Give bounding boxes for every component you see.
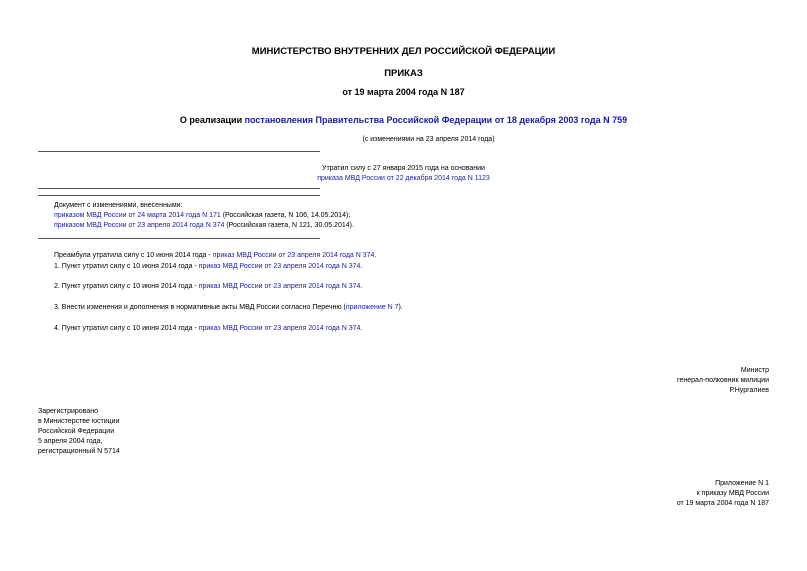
preamble-text: Преамбула утратила силу с 10 июня 2014 года - [54, 252, 213, 259]
registration-block [38, 407, 338, 457]
divider [38, 238, 320, 239]
paragraph-3 [54, 303, 774, 313]
doc-date: от 19 марта 2004 года N 187 [342, 87, 465, 97]
paragraph-1 [54, 262, 774, 272]
signature-name: Р.Нургалиев [729, 387, 769, 394]
divider [38, 188, 320, 189]
change-suffix: (Российская газета, N 121, 30.05.2014). [224, 222, 354, 229]
paragraph-text: 4. Пункт утратил силу с 10 июня 2014 года - [54, 325, 199, 332]
ministry-heading: МИНИСТЕРСТВО ВНУТРЕННИХ ДЕЛ РОССИЙСКОЙ ФЕДЕРАЦИИ [251, 46, 556, 57]
paragraph-text: 3. Внести изменения и дополнения в нормативные акты МВД России согласно Перечню ( [54, 304, 346, 311]
registration-line: в Министерстве юстиции [38, 418, 120, 425]
doc-title [0, 115, 807, 125]
preamble-end: . [374, 252, 377, 259]
change-link[interactable]: приказом МВД России от 24 марта 2014 года N 171 [54, 212, 221, 219]
registration-line: Российской Федерации [38, 428, 115, 435]
paragraph-2 [54, 282, 774, 292]
change-suffix: (Российская газета, N 106, 14.05.2014); [220, 212, 351, 219]
appendix-block [469, 479, 769, 509]
appendix-ref: к приказу МВД России [696, 490, 769, 497]
registration-line: Зарегистрировано [38, 408, 98, 415]
registration-line: регистрационный N 5714 [38, 448, 120, 455]
signature-block [469, 366, 769, 396]
change-item [54, 211, 754, 221]
expired-link[interactable]: приказа МВД России от 22 декабря 2014 года N 1123 [317, 175, 490, 182]
paragraph-end: . [360, 283, 363, 290]
registration-line: 5 апреля 2004 года, [38, 438, 103, 445]
appendix-number: Приложение N 1 [715, 480, 769, 487]
signature-title: Министр [740, 367, 769, 374]
appendix-7-link[interactable]: приложение N 7 [345, 304, 399, 311]
expired-note [0, 164, 807, 184]
amend-note: (с изменениями на 23 апреля 2014 года) [362, 136, 495, 143]
appendix-date: от 19 марта 2004 года N 187 [676, 500, 769, 507]
preamble-link[interactable]: приказ МВД России от 23 апреля 2014 года N 374 [212, 252, 375, 259]
paragraph-4 [54, 324, 774, 334]
changes-block [54, 201, 754, 231]
paragraph-text: 2. Пункт утратил силу с 10 июня 2014 года - [54, 283, 199, 290]
paragraph-text: 1. Пункт утратил силу с 10 июня 2014 года - [54, 263, 199, 270]
doc-title-prefix: О реализации [179, 115, 245, 125]
decree-link[interactable]: постановления Правительства Российской Федерации от 18 декабря 2003 года N 759 [244, 115, 628, 125]
doc-type: ПРИКАЗ [384, 68, 423, 79]
change-item [54, 221, 754, 231]
signature-rank: генерал-полковник милиции [677, 377, 769, 384]
paragraph-end: . [360, 325, 363, 332]
preamble [54, 251, 774, 261]
divider [38, 195, 320, 196]
changes-intro: Документ с изменениями, внесенными: [54, 202, 183, 209]
paragraph-link[interactable]: приказ МВД России от 23 апреля 2014 года N 374 [198, 263, 361, 270]
expired-line: Утратил силу с 27 января 2015 года на основании [322, 165, 485, 172]
paragraph-end: ). [398, 304, 403, 311]
change-link[interactable]: приказом МВД России от 23 апреля 2014 года N 374 [54, 222, 225, 229]
divider [38, 151, 320, 152]
paragraph-link[interactable]: приказ МВД России от 23 апреля 2014 года N 374 [198, 283, 361, 290]
paragraph-link[interactable]: приказ МВД России от 23 апреля 2014 года N 374 [198, 325, 361, 332]
paragraph-end: . [360, 263, 363, 270]
